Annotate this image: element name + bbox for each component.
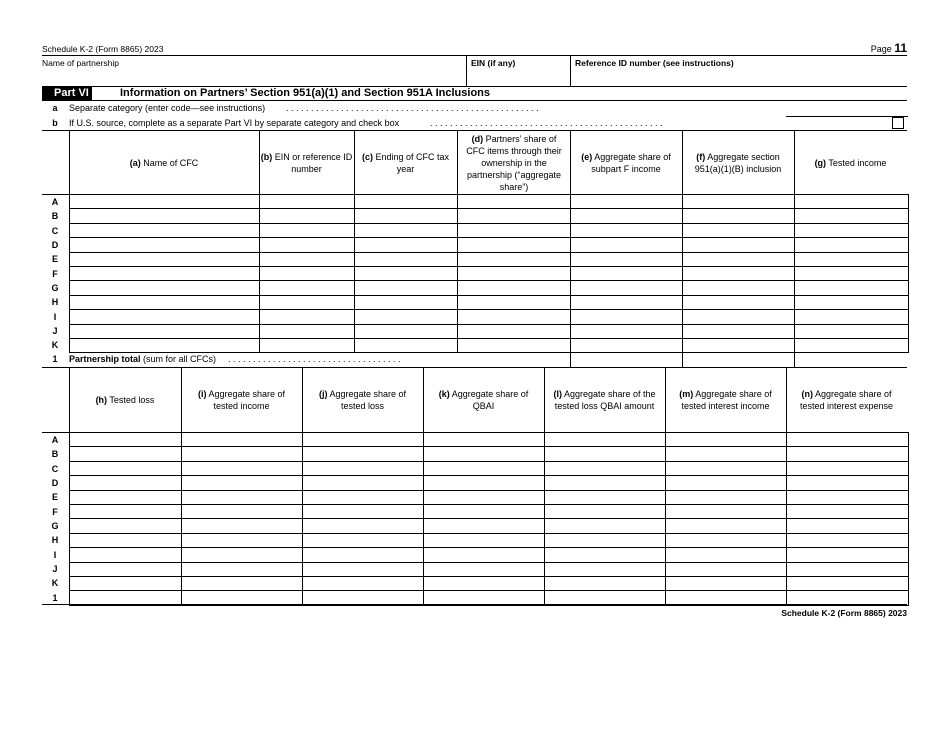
table2-cell[interactable] <box>303 533 424 547</box>
table2-cell[interactable] <box>182 562 303 576</box>
table2-cell[interactable] <box>303 548 424 562</box>
table1-cell[interactable] <box>355 338 458 352</box>
table1-row <box>70 295 909 309</box>
table1-cell[interactable] <box>795 281 909 295</box>
table2-cell[interactable] <box>182 533 303 547</box>
col-h-header: (h) Tested loss <box>95 395 155 405</box>
table2-cell[interactable] <box>545 490 666 504</box>
table1-cell[interactable] <box>458 324 571 338</box>
table1-row-label: I <box>53 312 57 322</box>
table2-row-label: E <box>51 492 58 502</box>
table1-cell[interactable] <box>260 209 355 223</box>
table1-cell[interactable] <box>795 310 909 324</box>
table1-row <box>70 238 909 252</box>
table1-cell[interactable] <box>795 324 909 338</box>
table1-cell[interactable] <box>683 209 795 223</box>
table1-cell[interactable] <box>571 338 683 352</box>
table2-cell[interactable] <box>787 576 909 590</box>
table1-cell[interactable] <box>70 223 260 237</box>
name-label: Name of partnership <box>42 58 120 68</box>
table1-row-label: A <box>51 197 59 207</box>
table1-cell[interactable] <box>260 295 355 309</box>
line-b-leader: . . . . . . . . . . . . . . . . . . . . . . . . . . . . . . . . . . . . . . . . . . . . . . . <box>430 118 663 128</box>
table1-cell[interactable] <box>795 295 909 309</box>
table2-row <box>70 562 909 576</box>
total-subpart-f-input[interactable] <box>572 353 684 367</box>
table2-cell[interactable] <box>666 504 787 518</box>
table2-cell[interactable] <box>303 461 424 475</box>
table1-cell[interactable] <box>571 295 683 309</box>
table2-row <box>70 447 909 461</box>
us-source-checkbox[interactable] <box>892 117 904 129</box>
table1-cell[interactable] <box>571 238 683 252</box>
table2-cell[interactable] <box>182 519 303 533</box>
line-b-letter: b <box>52 118 58 128</box>
table2-cell[interactable] <box>666 562 787 576</box>
table1-cell[interactable] <box>571 310 683 324</box>
table1-row <box>70 209 909 223</box>
table2-cell[interactable] <box>666 490 787 504</box>
table1-cell[interactable] <box>571 223 683 237</box>
table1-cell[interactable] <box>355 223 458 237</box>
table2-cell[interactable] <box>787 548 909 562</box>
table2-row-label: B <box>51 449 59 459</box>
table2-cell[interactable] <box>787 490 909 504</box>
table1-cell[interactable] <box>260 266 355 280</box>
total-951a1b-input[interactable] <box>684 353 796 367</box>
table2-row <box>70 548 909 562</box>
table2-cell[interactable] <box>787 504 909 518</box>
table1-cell[interactable] <box>70 324 260 338</box>
table2-cell[interactable] <box>424 576 545 590</box>
col-b-header: (b) EIN or reference ID number <box>260 151 353 174</box>
table1-cell[interactable] <box>795 238 909 252</box>
table2-cell[interactable] <box>424 490 545 504</box>
table2-row-label: A <box>51 435 59 445</box>
table2-row <box>70 504 909 518</box>
table1-row <box>70 310 909 324</box>
table2-row-label: F <box>52 507 58 517</box>
table2-cell[interactable] <box>666 533 787 547</box>
table2-row-label: G <box>51 521 59 531</box>
table1-row-label: K <box>51 340 59 350</box>
table1-cell[interactable] <box>70 195 260 209</box>
table1-cell[interactable] <box>355 295 458 309</box>
table2-cell[interactable] <box>424 447 545 461</box>
table2-cell[interactable] <box>303 576 424 590</box>
table2-row <box>70 576 909 590</box>
table1-cell[interactable] <box>571 209 683 223</box>
table2-cell[interactable] <box>70 519 182 533</box>
table1-cell[interactable] <box>355 324 458 338</box>
table1-cell[interactable] <box>683 324 795 338</box>
table2-cell[interactable] <box>666 548 787 562</box>
table1-row <box>70 324 909 338</box>
table1-row-label: G <box>51 283 59 293</box>
table1-grid <box>69 194 909 353</box>
col-n-header: (n) Aggregate share of tested interest expense <box>799 389 894 411</box>
table1-cell[interactable] <box>683 195 795 209</box>
table2-row <box>70 519 909 533</box>
table1-cell[interactable] <box>795 266 909 280</box>
table2-cell[interactable] <box>787 447 909 461</box>
table2-row-label: C <box>51 464 59 474</box>
table1-cell[interactable] <box>458 195 571 209</box>
table1-cell[interactable] <box>683 310 795 324</box>
table1-cell[interactable] <box>795 338 909 352</box>
table2-row-label: J <box>52 564 58 574</box>
col-l-header: (l) Aggregate share of the tested loss QBAI amount <box>553 389 656 411</box>
table2-cell[interactable] <box>424 504 545 518</box>
col-j-header: (j) Aggregate share of tested loss <box>318 389 407 411</box>
ein-label: EIN (if any) <box>471 58 516 68</box>
line-b-text: If U.S. source, complete as a separate Part VI by separate category and check box <box>69 118 400 128</box>
table2-cell[interactable] <box>666 519 787 533</box>
line-a-text: Separate category (enter code—see instructions) <box>69 103 266 113</box>
table1-cell[interactable] <box>70 266 260 280</box>
table1-cell[interactable] <box>795 223 909 237</box>
total-line-text <box>69 354 216 364</box>
table1-row-label: E <box>51 254 58 264</box>
table2-row <box>70 533 909 547</box>
table2-cell[interactable] <box>787 533 909 547</box>
table2-cell[interactable] <box>787 519 909 533</box>
table1-cell[interactable] <box>458 209 571 223</box>
form-name: Schedule K-2 (Form 8865) 2023 <box>42 44 164 54</box>
table1-row <box>70 281 909 295</box>
table1-row-label: F <box>52 269 58 279</box>
table1-cell[interactable] <box>260 195 355 209</box>
table1-cell[interactable] <box>70 238 260 252</box>
table2-cell[interactable] <box>787 433 909 447</box>
table1-cell[interactable] <box>683 252 795 266</box>
table1-cell[interactable] <box>571 195 683 209</box>
table2-cell[interactable] <box>545 533 666 547</box>
total-line-label: Partnership total <box>69 354 141 364</box>
table2-row <box>70 490 909 504</box>
table2-cell[interactable] <box>545 447 666 461</box>
table2-cell[interactable] <box>666 476 787 490</box>
table2-cell[interactable] <box>303 433 424 447</box>
col-e-header: (e) Aggregate share of subpart F income <box>581 151 671 174</box>
table1-cell[interactable] <box>458 238 571 252</box>
table2-row-label: I <box>53 550 57 560</box>
page-indicator <box>871 41 907 55</box>
table1-cell[interactable] <box>355 252 458 266</box>
col-f-header: (f) Aggregate section 951(a)(1)(B) inclusion <box>694 151 782 174</box>
part-title: Information on Partners’ Section 951(a)(1) and Section 951A Inclusions <box>120 87 491 99</box>
table1-cell[interactable] <box>683 238 795 252</box>
table1-cell[interactable] <box>70 209 260 223</box>
table1-cell[interactable] <box>458 266 571 280</box>
table1-cell[interactable] <box>458 281 571 295</box>
table1-row <box>70 223 909 237</box>
table2-cell[interactable] <box>787 461 909 475</box>
col-i-header: (i) Aggregate share of tested income <box>197 389 286 411</box>
page-number: 11 <box>894 41 907 55</box>
ein-input[interactable] <box>470 68 570 86</box>
table2-cell[interactable] <box>70 433 182 447</box>
table2-row-label: 1 <box>52 593 58 603</box>
table2-cell[interactable] <box>70 562 182 576</box>
table1-cell[interactable] <box>458 252 571 266</box>
table2-cell[interactable] <box>424 433 545 447</box>
table1-cell[interactable] <box>355 281 458 295</box>
table2-cell[interactable] <box>70 461 182 475</box>
table2-row-label: D <box>51 478 59 488</box>
table1-row-label: H <box>51 297 59 307</box>
table1-row <box>70 338 909 352</box>
total-line-leader: . . . . . . . . . . . . . . . . . . . . . . . . . . . . . . . . . . . <box>228 354 401 364</box>
ref-label: Reference ID number (see instructions) <box>575 58 734 68</box>
table2-cell[interactable] <box>545 504 666 518</box>
table1-cell[interactable] <box>458 223 571 237</box>
part-badge: Part VI <box>42 87 92 100</box>
table1-cell[interactable] <box>795 209 909 223</box>
col-g-header: (g) Tested income <box>814 157 887 168</box>
table2-cell[interactable] <box>545 576 666 590</box>
table1-cell[interactable] <box>70 252 260 266</box>
table2-cell[interactable] <box>545 519 666 533</box>
table1-row <box>70 266 909 280</box>
table1-row-label: J <box>52 326 58 336</box>
table1-cell[interactable] <box>260 252 355 266</box>
table2-cell[interactable] <box>424 476 545 490</box>
table2-cell[interactable] <box>666 461 787 475</box>
table2-cell[interactable] <box>424 519 545 533</box>
table2-cell[interactable] <box>545 562 666 576</box>
table1-cell[interactable] <box>571 252 683 266</box>
table1-cell[interactable] <box>260 338 355 352</box>
table1-cell[interactable] <box>683 281 795 295</box>
table2-row <box>70 433 909 447</box>
table1-cell[interactable] <box>683 295 795 309</box>
table2-cell[interactable] <box>70 576 182 590</box>
table2-cell[interactable] <box>70 504 182 518</box>
table2-cell[interactable] <box>545 476 666 490</box>
table1-cell[interactable] <box>70 310 260 324</box>
total-line-note: (sum for all CFCs) <box>143 354 217 364</box>
total-line-number: 1 <box>52 354 58 364</box>
col-m-header: (m) Aggregate share of tested interest income <box>679 389 772 411</box>
table2-cell[interactable] <box>70 447 182 461</box>
table1-row-label: D <box>51 240 59 250</box>
table1-cell[interactable] <box>355 310 458 324</box>
line-a-leader: . . . . . . . . . . . . . . . . . . . . . . . . . . . . . . . . . . . . . . . . . . . . . . . . . . . <box>286 103 539 113</box>
table2-cell[interactable] <box>545 433 666 447</box>
table2-cell[interactable] <box>182 476 303 490</box>
table2-cell[interactable] <box>182 504 303 518</box>
table1-cell[interactable] <box>355 238 458 252</box>
table1-cell[interactable] <box>260 223 355 237</box>
table1-cell[interactable] <box>683 338 795 352</box>
table1-cell[interactable] <box>260 310 355 324</box>
table1-cell[interactable] <box>260 324 355 338</box>
table2-row <box>70 461 909 475</box>
table2-cell[interactable] <box>787 476 909 490</box>
table2-cell[interactable] <box>303 447 424 461</box>
col-d-header: (d) Partners’ share of CFC items through their ownership in the partnership (“aggregate share”) <box>466 133 562 192</box>
table2-cell[interactable] <box>303 562 424 576</box>
table2-cell[interactable] <box>70 533 182 547</box>
table2-cell[interactable] <box>182 461 303 475</box>
table2-cell[interactable] <box>182 447 303 461</box>
table1-cell[interactable] <box>355 266 458 280</box>
table1-cell[interactable] <box>571 266 683 280</box>
table1-row <box>70 195 909 209</box>
table2-cell[interactable] <box>424 533 545 547</box>
reference-id-input[interactable] <box>574 68 908 86</box>
table1-cell[interactable] <box>571 324 683 338</box>
table2-cell[interactable] <box>303 490 424 504</box>
footer-form-name: Schedule K-2 (Form 8865) 2023 <box>781 608 907 618</box>
table2-cell[interactable] <box>70 548 182 562</box>
page-label: Page <box>870 44 892 54</box>
table1-cell[interactable] <box>70 295 260 309</box>
table2-cell[interactable] <box>545 548 666 562</box>
col-a-header: (a) Name of CFC <box>129 157 199 168</box>
partnership-name-input[interactable] <box>42 68 466 86</box>
table2-cell[interactable] <box>303 504 424 518</box>
table1-cell[interactable] <box>458 295 571 309</box>
table1-cell[interactable] <box>458 338 571 352</box>
col-c-header: (c) Ending of CFC tax year <box>361 151 450 174</box>
table2-cell[interactable] <box>182 490 303 504</box>
table1-row-label: B <box>51 211 59 221</box>
table2-cell[interactable] <box>545 461 666 475</box>
table1-cell[interactable] <box>795 195 909 209</box>
table2-cell[interactable] <box>666 447 787 461</box>
col-k-header: (k) Aggregate share of QBAI <box>438 389 529 411</box>
table1-cell[interactable] <box>795 252 909 266</box>
table1-cell[interactable] <box>70 281 260 295</box>
line-a-letter: a <box>52 103 58 113</box>
table1-cell[interactable] <box>571 281 683 295</box>
table2-cell[interactable] <box>787 562 909 576</box>
table2-cell[interactable] <box>666 433 787 447</box>
table2-cell[interactable] <box>303 519 424 533</box>
table2-grid <box>69 432 909 606</box>
table2-cell[interactable] <box>424 461 545 475</box>
table2-cell[interactable] <box>424 548 545 562</box>
table1-row <box>70 252 909 266</box>
table2-cell[interactable] <box>424 562 545 576</box>
table2-cell[interactable] <box>666 576 787 590</box>
table1-cell[interactable] <box>355 195 458 209</box>
table2-cell[interactable] <box>182 548 303 562</box>
separate-category-input[interactable] <box>786 103 908 117</box>
table1-cell[interactable] <box>683 223 795 237</box>
table2-cell[interactable] <box>182 576 303 590</box>
table2-row-label: H <box>51 535 59 545</box>
table2-cell[interactable] <box>182 433 303 447</box>
table1-row-label: C <box>51 226 59 236</box>
table2-cell[interactable] <box>303 476 424 490</box>
table1-cell[interactable] <box>355 209 458 223</box>
table2-cell[interactable] <box>70 476 182 490</box>
table1-cell[interactable] <box>458 310 571 324</box>
table2-row-label: K <box>51 578 59 588</box>
table1-cell[interactable] <box>260 281 355 295</box>
table1-cell[interactable] <box>70 338 260 352</box>
table1-cell[interactable] <box>683 266 795 280</box>
table1-cell[interactable] <box>260 238 355 252</box>
total-tested-income-input[interactable] <box>796 353 908 367</box>
table2-row <box>70 476 909 490</box>
table2-cell[interactable] <box>70 490 182 504</box>
